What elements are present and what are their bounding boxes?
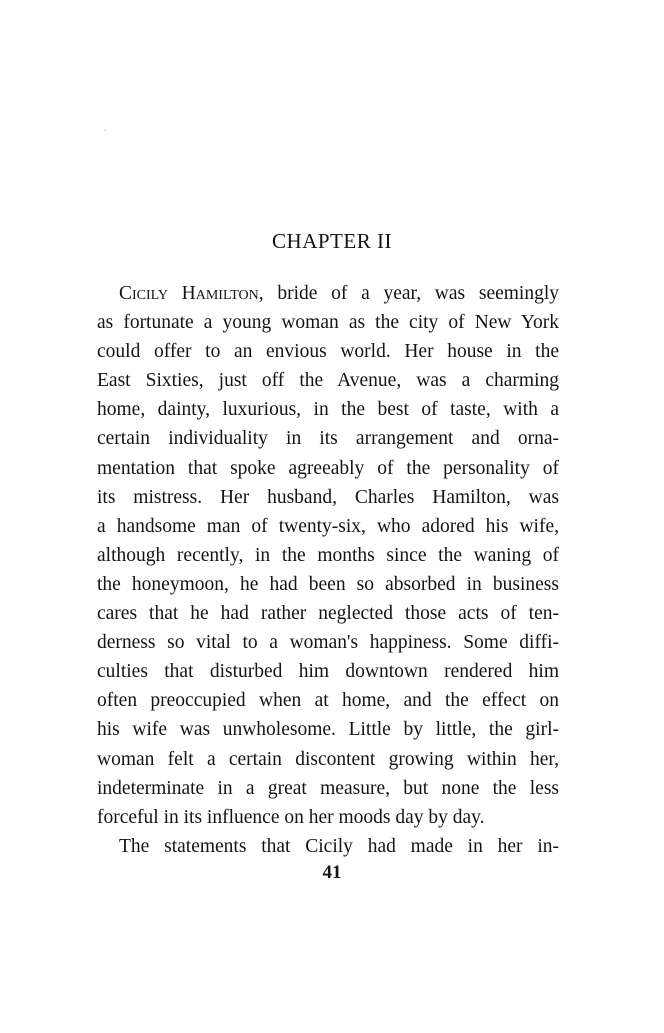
- text-line: the honeymoon, he had been so absorbed in business: [97, 573, 559, 595]
- text-line: cares that he had rather neglected those acts of ten-: [97, 603, 559, 625]
- text-line: East Sixties, just off the Avenue, was a charming: [97, 370, 559, 392]
- text-line-first: [97, 279, 559, 308]
- text-line: a handsome man of twenty-six, who adored his wife,: [97, 515, 559, 537]
- page-number: 41: [322, 862, 342, 883]
- text-line: could offer to an envious world. Her house in the: [97, 341, 559, 363]
- text-line-paragraph-end: forceful in its influence on her moods day by day.: [97, 806, 485, 828]
- chapter-heading: CHAPTER II: [272, 229, 392, 253]
- text-line: derness so vital to a woman's happiness. Some diffi-: [97, 632, 559, 654]
- paper-speck: [104, 129, 106, 131]
- text-line: although recently, in the months since the waning of: [97, 544, 559, 566]
- text-line: certain individuality in its arrangement and orna-: [97, 428, 559, 450]
- text-line: often preoccupied when at home, and the effect on: [97, 690, 559, 712]
- text-line: mentation that spoke agreeably of the personality of: [97, 457, 559, 479]
- text-line: culties that disturbed him downtown rendered him: [97, 661, 559, 683]
- text-line: woman felt a certain discontent growing within her,: [97, 748, 559, 770]
- first-line-rest: , bride of a year, was seemingly: [258, 283, 559, 304]
- text-line: its mistress. Her husband, Charles Hamilton, was: [97, 486, 559, 508]
- text-line-new-paragraph: The statements that Cicily had made in her in-: [119, 835, 559, 857]
- text-line: indeterminate in a great measure, but none the less: [97, 777, 559, 799]
- small-caps-first-name: Cicily: [119, 283, 168, 304]
- text-line: as fortunate a young woman as the city of New York: [97, 312, 559, 334]
- text-line: his wife was unwholesome. Little by little, the girl-: [97, 719, 559, 741]
- text-line: home, dainty, luxurious, in the best of taste, with a: [97, 399, 559, 421]
- body-text: [97, 279, 559, 861]
- small-caps-last-name: Hamilton: [181, 283, 259, 304]
